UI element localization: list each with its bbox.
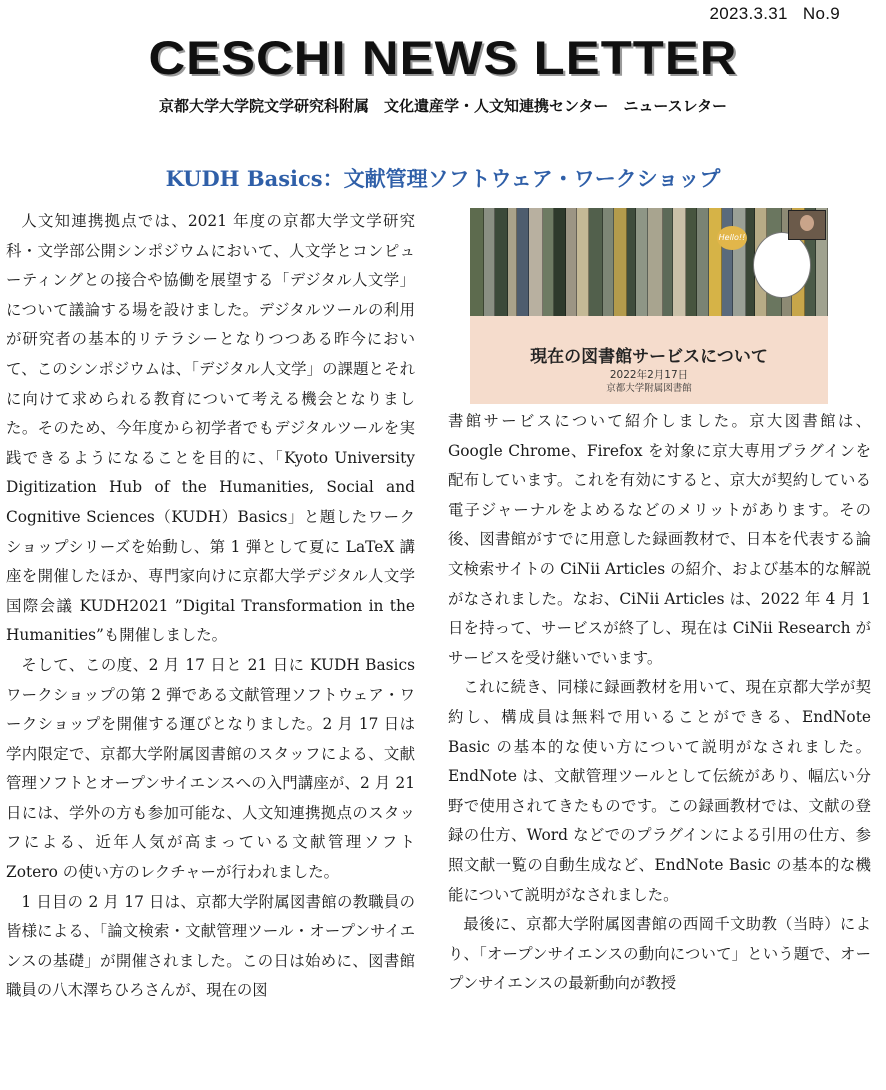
book-spine [709, 208, 723, 318]
book-spine [529, 208, 544, 318]
book-spine [673, 208, 686, 318]
paragraph: 最後に、京都大学附属図書館の西岡千文助教（当時）により、「オープンサイエンスの動向について」という題で、オープンサイエンスの最新動向が教授 [448, 915, 871, 993]
slide-organization: 京都大学附属図書館 [606, 383, 692, 394]
article-headline: KUDH Basics：文献管理ソフトウェア・ワークショップ [165, 166, 721, 191]
slide-date: 2022年2月17日 [609, 369, 689, 381]
book-spine [686, 208, 697, 318]
book-spine [495, 208, 508, 318]
book-spine [566, 208, 577, 318]
book-spine [636, 208, 648, 318]
article-photo [470, 208, 828, 404]
paragraph: 1 日目の 2 月 17 日は、京都大学附属図書館の教職員の皆様による、「論文検索・文献管理ツール・オープンサイエンスの基礎」が開催されました。この日は始めに、図書館職員の八木澤ちひろさんが、現在の図 [6, 892, 415, 1000]
issue-number: No.9 [802, 4, 840, 23]
book-spine [603, 208, 614, 318]
newsletter-subtitle: 京都大学大学院文学研究科附属 文化遺産学・人文知連携センター ニュースレター [158, 97, 728, 115]
book-spine [554, 208, 567, 318]
paragraph: 人文知連携拠点では、2021 年度の京都大学文学研究科・文学部公開シンポジウムにおいて、人文学とコンピューティングとの接合や協働を展望する「デジタル人文学」について議論する場を設けました。デジタルツールの利用が研究者の基本的リテラシーとなりつつある昨今において、このシンポジウムは、「デジタル人文学」の課題とそれに向けて求められる教育について考える機会となりました。そのため、今年度から初学者でもデジタルツールを実践できるようになることを目的に、「Kyoto University Digitization Hub of the Humanities, Social and Cognitive Sciences（KUDH）Basics」と題したワークショップシリーズを始動し、第 1 弾として夏に LaTeX 講座を開催したほか、専門家向けに京都大学デジタル人文学国際会議 KUDH2021 ”Digital Transformation in the Humanities”も開催しました。 [6, 212, 415, 645]
newsletter-title: CESCHI NEWS LETTER [148, 31, 738, 84]
book-spine [663, 208, 673, 318]
paragraph: 書館サービスについて紹介しました。京大図書館は、Google Chrome、Firefox を対象に京大専用プラグインを配布しています。これを有効にすると、京大が契約している電子ジャーナルをよめるなどのメリットがあります。その後、図書館がすでに用意した録画教材で、日本を代表する論文検索サイトの CiNii Articles の紹介、および基本的な解説がなされました。なお、CiNii Articles は、2022 年 4 月 1 日を持って、サービスが終了し、現在は CiNii Research がサービスを受け継いでいます。 [448, 412, 871, 667]
webcam-thumbnail [788, 210, 826, 240]
book-spine [470, 208, 484, 318]
right-column [448, 407, 871, 999]
book-spine [517, 208, 529, 318]
book-spine [577, 208, 589, 318]
issue-date [709, 4, 840, 24]
book-spine [697, 208, 709, 318]
date-text: 2023.3.31 [709, 4, 788, 23]
paragraph: これに続き、同様に録画教材を用いて、現在京都大学が契約し、構成員は無料で用いることができる、EndNote Basic の基本的な使い方について説明がなされました。EndNote は、文献管理ツールとして伝統があり、幅広い分野で使用されてきたものです。この録画教材では、文献の登録の仕方、Word などでのプラグインによる引用の仕方、参照文献一覧の自動生成など、EndNote Basic の基本的な機能について説明がなされました。 [448, 678, 871, 904]
left-column [6, 207, 415, 1006]
slide-title: 現在の図書館サービスについて [530, 347, 768, 367]
book-spine [508, 208, 517, 318]
book-spine [614, 208, 627, 318]
presenter-face [800, 215, 814, 231]
hello-badge: Hello!! [717, 226, 747, 250]
character-sketch-image [753, 232, 811, 298]
book-spine [627, 208, 636, 318]
book-spine [543, 208, 553, 318]
paragraph: そして、この度、2 月 17 日と 21 日に KUDH Basics ワークショップの第 2 弾である文献管理ソフトウェア・ワークショップを開催する運びとなりました。2 月 17 日は学内限定で、京都大学附属図書館のスタッフによる、文献管理ソフトとオープンサイエンスへの入門講座が、2 月 21 日には、学外の方も参加可能な、人文知連携拠点のスタッフによる、近年人気が高まっている文献管理ソフト Zotero の使い方のレクチャーが行われました。 [6, 655, 415, 882]
book-spine [733, 208, 746, 318]
book-spine [648, 208, 663, 318]
book-spine [722, 208, 733, 318]
slide-title-band [470, 316, 828, 404]
book-spine [484, 208, 495, 318]
book-spine [589, 208, 603, 318]
